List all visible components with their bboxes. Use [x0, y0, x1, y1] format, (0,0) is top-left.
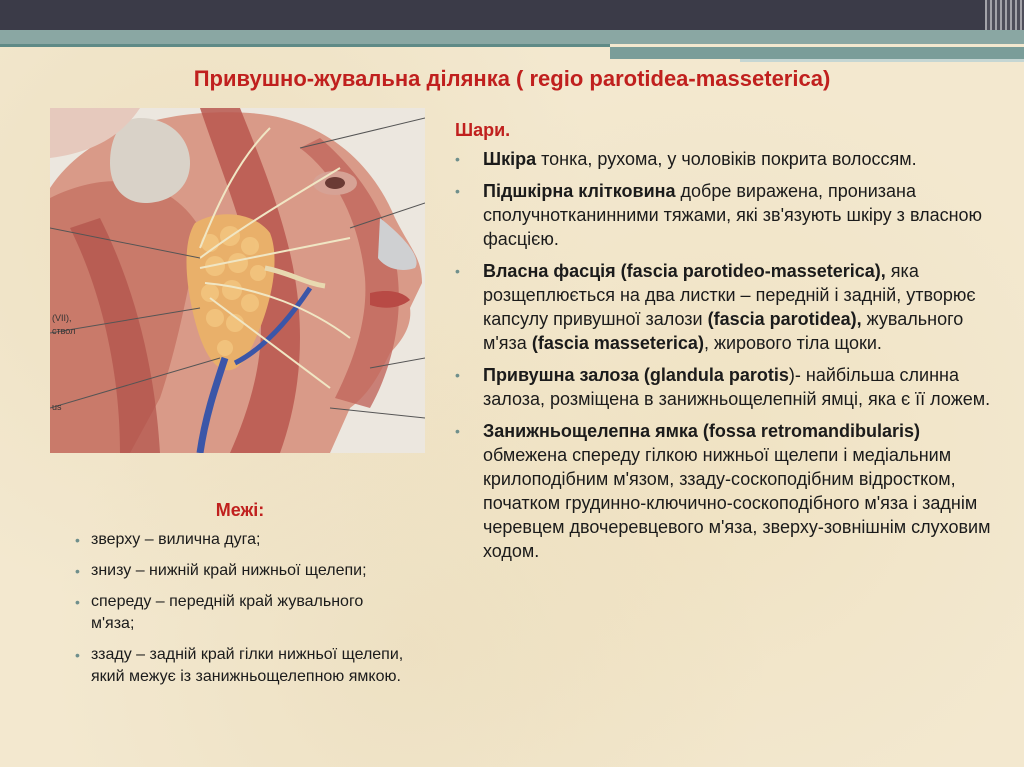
layers-section [455, 120, 995, 571]
slide-title: Привушно-жувальна ділянка ( regio parotidea-masseterica) [193, 66, 831, 91]
bullet-icon: • [455, 151, 460, 167]
bullet-icon: • [75, 594, 80, 610]
bounds-section [75, 500, 405, 697]
layer-text: яка розщеплюється на два листки – передній і задній, утворює капсулу привушної залози [483, 261, 976, 329]
bullet-icon: • [455, 367, 460, 383]
bullet-icon: • [75, 563, 80, 579]
layers-list [455, 147, 995, 563]
layer-text: )- найбільша слинна залоза, розміщена в занижньощелепній ямці, яка є її ложем. [483, 365, 991, 409]
layer-text: жувального м'яза [483, 309, 964, 353]
bounds-heading: Межі: [215, 500, 265, 520]
header-line [610, 47, 1024, 59]
bullet-icon: • [75, 532, 80, 548]
bullet-icon: • [455, 263, 460, 279]
header-line [0, 44, 610, 47]
list-item [455, 259, 995, 355]
layer-text: Власна фасція (fascia parotideo-masseterica), [483, 261, 886, 281]
bounds-list [75, 529, 405, 688]
header-band [0, 30, 1024, 44]
layer-text: Шкіра [483, 149, 537, 169]
list-item [455, 419, 995, 563]
anatomy-illustration [50, 108, 425, 453]
figure-label: us [52, 402, 62, 412]
top-bar [0, 0, 1024, 30]
layer-text: добре виражена, пронизана сполучнотканинними тяжами, які зв'язують шкіру з власною фасцією. [483, 181, 983, 249]
header-line [740, 59, 1024, 62]
layer-text: (fascia masseterica) [531, 333, 704, 353]
figure-label: (VII), [52, 313, 72, 323]
layer-text: Підшкірна клітковина [483, 181, 676, 201]
layer-text: обмежена спереду гілкою нижньої щелепи і медіальним крилоподібним м'язом, ззаду-соскоподібним відростком, початком грудинно-ключично-соскоподібного м'яза і заднім черевцем двочеревцевого м'яза, зверху-зовнішнім слуховим ходом. [483, 445, 991, 561]
head-parotid-illustration [50, 108, 425, 453]
bullet-icon: • [455, 183, 460, 199]
list-item: • спереду – передній край жувального м'яза; [75, 593, 364, 632]
layer-text: Привушна залоза (glandula parotis [483, 365, 789, 385]
layers-heading: Шари. [455, 120, 511, 140]
list-item: • знизу – нижній край нижньої щелепи; [75, 560, 405, 582]
list-item [455, 363, 995, 411]
layer-text: (fascia parotidea), [707, 309, 862, 329]
bullet-icon: • [75, 647, 80, 663]
figure-label: ствол [52, 326, 76, 336]
list-item [455, 147, 995, 171]
list-item: • ззаду – задній край гілки нижньої щелепи, який межує із занижньощелепною ямкою. [75, 646, 404, 685]
layer-text: Занижньощелепна ямка (fossa retromandibularis) [483, 421, 920, 441]
layer-text: , жирового тіла щоки. [703, 333, 882, 353]
list-item: • зверху – вилична дуга; [75, 529, 405, 551]
list-item [455, 179, 995, 251]
bullet-icon: • [455, 423, 460, 439]
layer-text: тонка, рухома, у чоловіків покрита волоссям. [536, 149, 917, 169]
